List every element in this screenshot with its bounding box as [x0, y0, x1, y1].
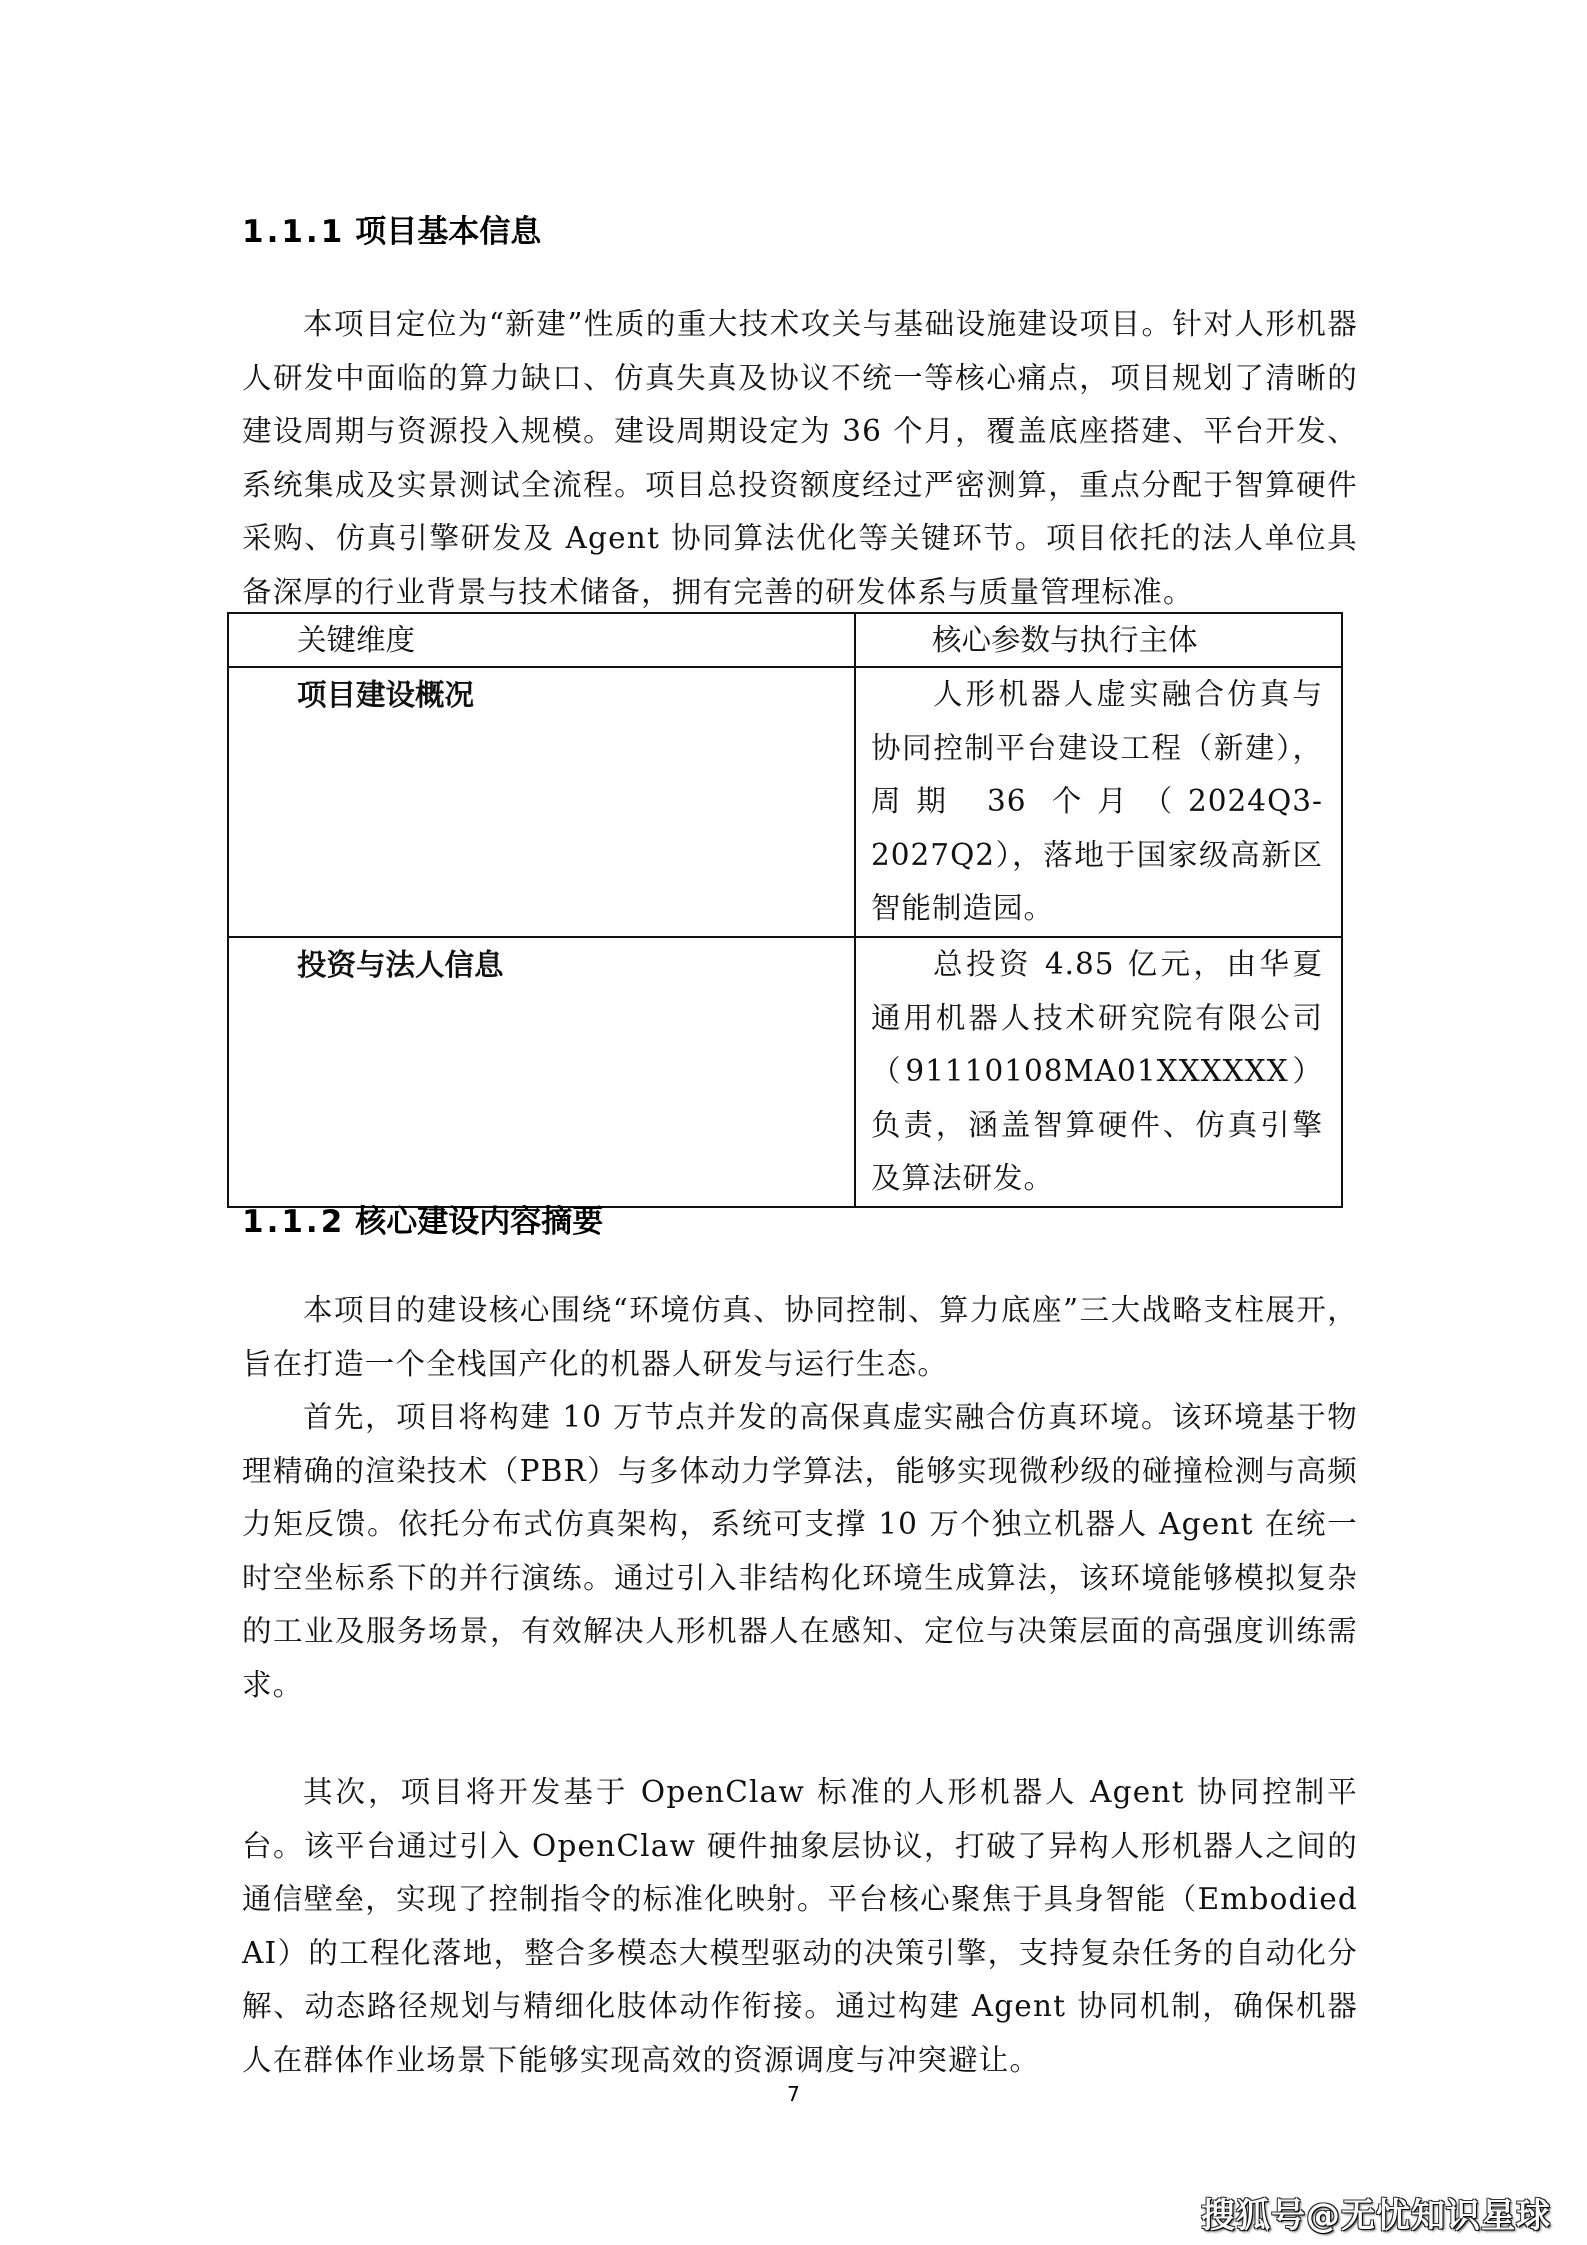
section2-paragraph-simulation: 首先，项目将构建 10 万节点并发的高保真虚实融合仿真环境。该环境基于物理精确的渲染技术（PBR）与多体动力学算法，能够实现微秒级的碰撞检测与高频力矩反馈。依托分布式仿真架构，系统可支撑 10 万个独立机器人 Agent 在统一时空坐标系下的并行演练。通过引入非结构化环境生成算法，该环境能够模拟复杂的工业及服务场景，有效解决人形机器人在感知、定位与决策层面的高强度训练需求。 — [242, 1400, 1358, 1702]
section-title: 核心建设内容摘要 — [355, 1204, 604, 1240]
section-title: 项目基本信息 — [355, 214, 542, 250]
section-heading-1-1-2 — [242, 1202, 603, 1242]
table-row — [228, 937, 1342, 1207]
section2-paragraph-intro: 本项目的建设核心围绕“环境仿真、协同控制、算力底座”三大战略支柱展开，旨在打造一个全栈国产化的机器人研发与运行生态。 — [242, 1293, 1358, 1381]
table-header-parameters: 核心参数与执行主体 — [855, 613, 1342, 667]
table-header-dimension: 关键维度 — [228, 613, 855, 667]
section-number: 1.1.1 — [242, 214, 346, 250]
table-row-value: 总投资 4.85 亿元，由华夏通用机器人技术研究院有限公司（91110108MA01XXXXXX）负责，涵盖智算硬件、仿真引擎及算法研发。 — [855, 937, 1342, 1207]
page-number: 7 — [787, 2082, 800, 2106]
table-header-row — [228, 613, 1342, 667]
table-row-label: 项目建设概况 — [228, 667, 855, 937]
section-number: 1.1.2 — [242, 1204, 346, 1240]
watermark: 搜狐号@无忧知识星球 — [1201, 2196, 1551, 2236]
section1-paragraph: 本项目定位为“新建”性质的重大技术攻关与基础设施建设项目。针对人形机器人研发中面临的算力缺口、仿真失真及协议不统一等核心痛点，项目规划了清晰的建设周期与资源投入规模。建设周期设定为 36 个月，覆盖底座搭建、平台开发、系统集成及实景测试全流程。项目总投资额度经过严密测算，重点分配于智算硬件采购、仿真引擎研发及 Agent 协同算法优化等关键环节。项目依托的法人单位具备深厚的行业背景与技术储备，拥有完善的研发体系与质量管理标准。 — [242, 307, 1358, 609]
table-row-label: 投资与法人信息 — [228, 937, 855, 1207]
table-row — [228, 667, 1342, 937]
project-info-table — [227, 612, 1343, 1208]
section2-paragraph-control-platform: 其次，项目将开发基于 OpenClaw 标准的人形机器人 Agent 协同控制平台。该平台通过引入 OpenClaw 硬件抽象层协议，打破了异构人形机器人之间的通信壁垒，实现了控制指令的标准化映射。平台核心聚焦于具身智能（Embodied AI）的工程化落地，整合多模态大模型驱动的决策引擎，支持复杂任务的自动化分解、动态路径规划与精细化肢体动作衔接。通过构建 Agent 协同机制，确保机器人在群体作业场景下能够实现高效的资源调度与冲突避让。 — [242, 1775, 1358, 2077]
table-row-value: 人形机器人虚实融合仿真与协同控制平台建设工程（新建），周期 36 个月（2024Q3-2027Q2），落地于国家级高新区智能制造园。 — [855, 667, 1342, 937]
section-heading-1-1-1 — [242, 212, 541, 252]
